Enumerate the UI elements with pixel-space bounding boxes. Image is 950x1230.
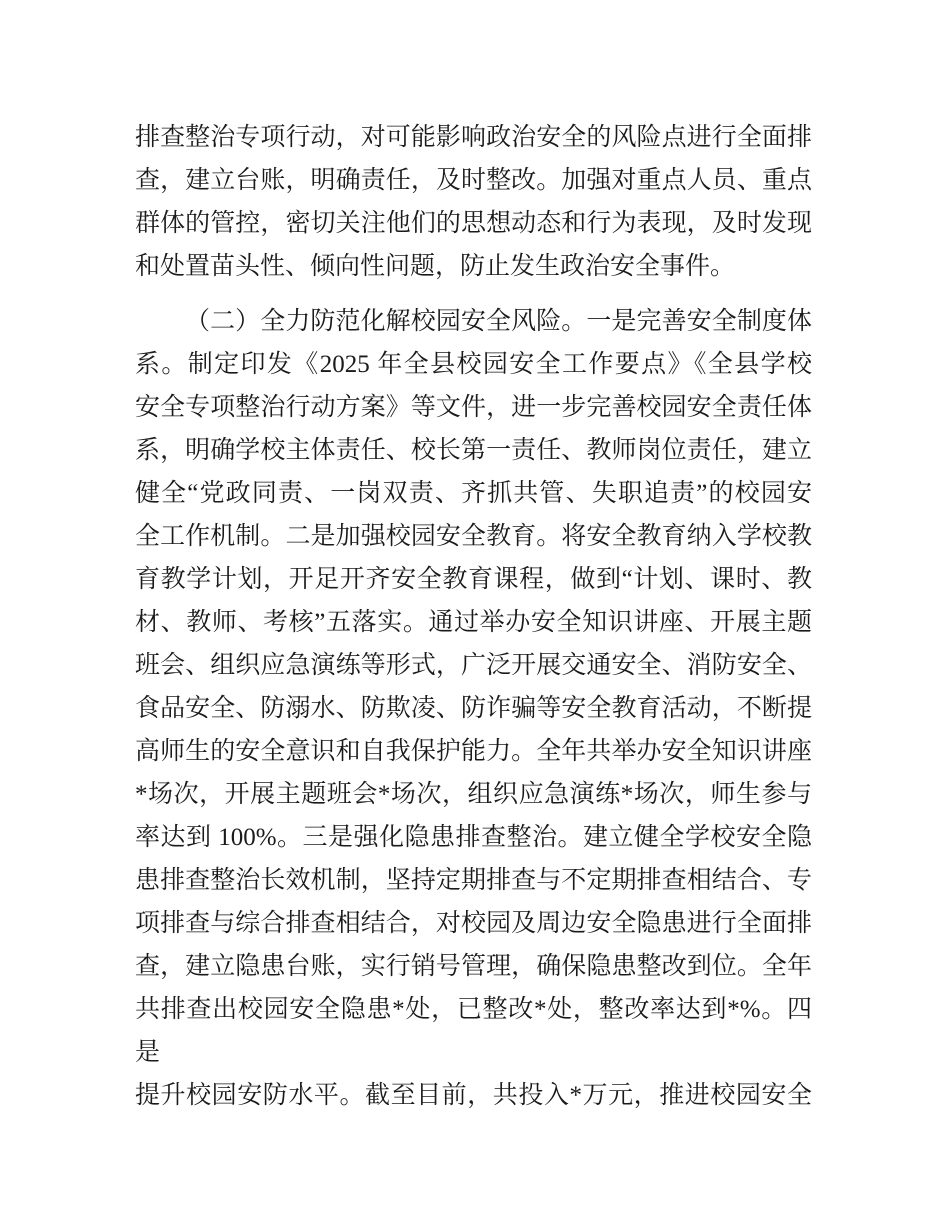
text-line: 项排查与综合排查相结合，对校园及周边安全隐患进行全面排: [135, 910, 812, 937]
text-line: 共排查出校园安全隐患*处，已整改*处，整改率达到*%。四是: [135, 996, 812, 1066]
text-line: 材、教师、考核”五落实。通过举办安全知识讲座、开展主题: [135, 609, 812, 636]
text-line: 全工作机制。二是加强校园安全教育。将安全教育纳入学校教: [135, 523, 812, 550]
text-line: 排查整治专项行动，对可能影响政治安全的风险点进行全面排: [135, 124, 812, 151]
text-line: 系。制定印发《2025 年全县校园安全工作要点》《全县学校: [135, 351, 812, 378]
text-line: 和处置苗头性、倾向性问题，防止发生政治安全事件。: [135, 253, 736, 280]
text-line: 群体的管控，密切关注他们的思想动态和行为表现，及时发现: [135, 210, 812, 237]
paragraph: [135, 116, 812, 288]
text-line: 率达到 100%。三是强化隐患排查整治。建立健全学校安全隐: [135, 824, 812, 851]
text-line: 查，建立隐患台账，实行销号管理，确保隐患整改到位。全年: [135, 953, 812, 980]
text-line: 系，明确学校主体责任、校长第一责任、教师岗位责任，建立: [135, 437, 812, 464]
text-line: 提升校园安防水平。截至目前，共投入*万元，推进校园安全: [135, 1082, 812, 1109]
text-line: 健全“党政同责、一岗双责、齐抓共管、失职追责”的校园安: [135, 480, 812, 507]
text-line: 食品安全、防溺水、防欺凌、防诈骗等安全教育活动，不断提: [135, 695, 812, 722]
text-line: 查，建立台账，明确责任，及时整改。加强对重点人员、重点: [135, 167, 812, 194]
text-line: （二）全力防范化解校园安全风险。一是完善安全制度体: [185, 308, 812, 335]
paragraph: [135, 300, 812, 1117]
document-body: [135, 116, 812, 1117]
text-line: *场次，开展主题班会*场次，组织应急演练*场次，师生参与: [135, 781, 812, 808]
text-line: 育教学计划，开足开齐安全教育课程，做到“计划、课时、教: [135, 566, 812, 593]
text-line: 高师生的安全意识和自我保护能力。全年共举办安全知识讲座: [135, 738, 812, 765]
text-line: 安全专项整治行动方案》等文件，进一步完善校园安全责任体: [135, 394, 812, 421]
text-line: 班会、组织应急演练等形式，广泛开展交通安全、消防安全、: [135, 652, 812, 679]
text-line: 患排查整治长效机制，坚持定期排查与不定期排查相结合、专: [135, 867, 812, 894]
